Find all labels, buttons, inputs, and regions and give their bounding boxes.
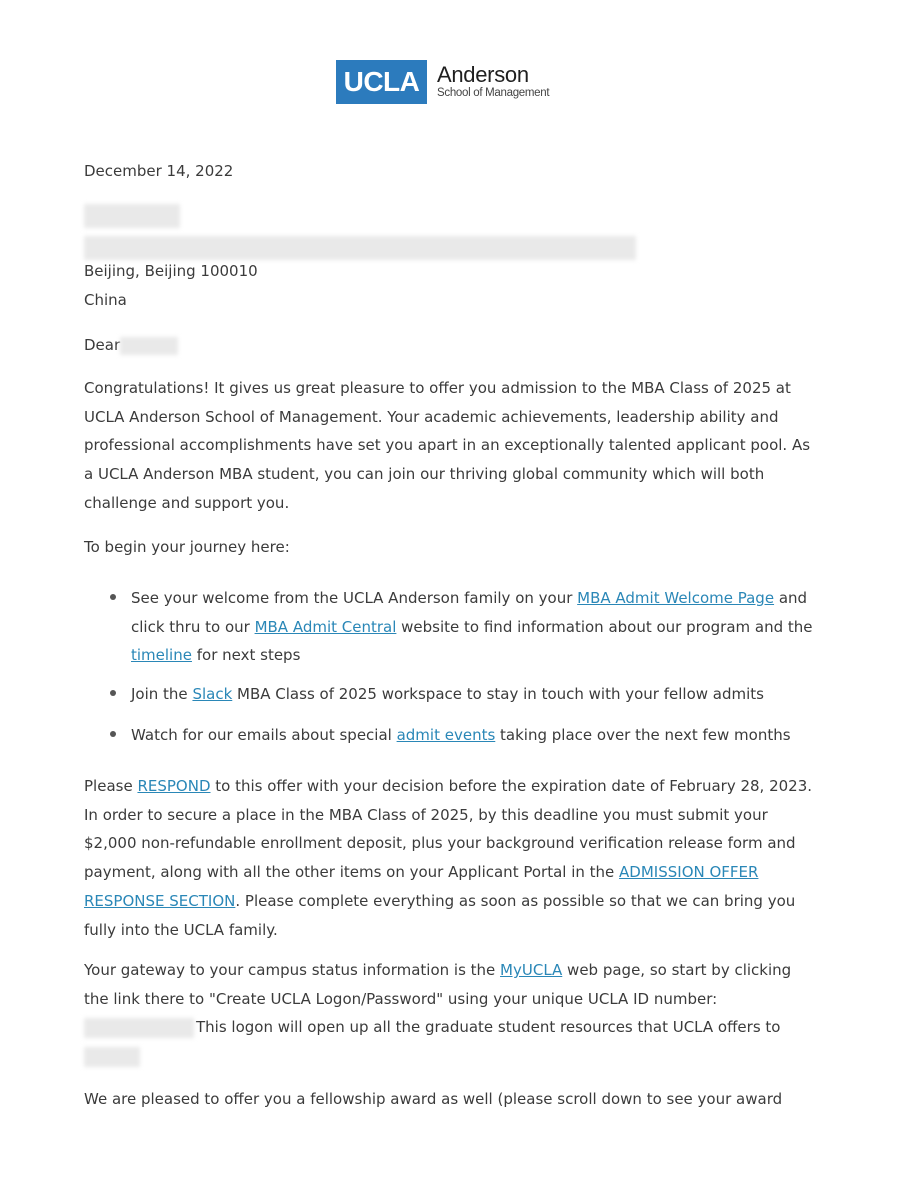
bullet2-text2: MBA Class of 2025 workspace to stay in touch with your fellow admits bbox=[232, 685, 764, 704]
ucla-logo-mark: UCLA bbox=[336, 60, 427, 104]
gateway-text3: This logon will open up all the graduate student resources that UCLA offers to bbox=[196, 1018, 781, 1037]
address-city: Beijing, Beijing 100010 bbox=[84, 262, 258, 280]
respond-link[interactable]: RESPOND bbox=[137, 777, 211, 795]
admit-events-link[interactable]: admit events bbox=[396, 725, 496, 744]
ucla-anderson-logo bbox=[336, 60, 549, 104]
gateway-text1: Your gateway to your campus status information is the bbox=[84, 961, 501, 979]
bullet2-text1: Join the bbox=[131, 685, 193, 704]
bullet1-text1: See your welcome from the UCLA Anderson family on your bbox=[131, 589, 578, 607]
logo-wordmark bbox=[437, 60, 549, 104]
respond-text1: Please bbox=[84, 777, 138, 795]
list-item bbox=[84, 721, 824, 750]
slack-link[interactable]: Slack bbox=[192, 685, 233, 704]
logo-school: School of Management bbox=[437, 87, 550, 99]
redacted-name bbox=[120, 337, 178, 355]
bullet-dot bbox=[110, 690, 116, 696]
fellowship-paragraph: We are pleased to offer you a fellowship award as well (please scroll down to see your award bbox=[84, 1090, 783, 1108]
address-country: China bbox=[84, 291, 127, 309]
gateway-text2: web page, so start by clicking the link there to "Create UCLA Logon/Password" using your unique UCLA ID number: bbox=[84, 961, 792, 1008]
salutation bbox=[84, 336, 178, 355]
logo-anderson: Anderson bbox=[437, 62, 529, 87]
redacted-recipient-name bbox=[84, 204, 180, 228]
salutation-text: Dear bbox=[84, 336, 121, 354]
mba-admit-central-link[interactable]: MBA Admit Central bbox=[254, 617, 397, 636]
bullet-dot bbox=[110, 731, 116, 737]
letter-date: December 14, 2022 bbox=[84, 162, 234, 180]
respond-text3: . Please complete everything as soon as possible so that we can bring you fully into the UCLA family. bbox=[84, 891, 796, 939]
bullet1-text4: for next steps bbox=[191, 646, 301, 665]
redacted-name bbox=[84, 1047, 140, 1067]
journey-heading: To begin your journey here: bbox=[84, 538, 290, 556]
next-steps-list bbox=[84, 584, 824, 750]
bullet1-text3: website to find information about our program and the bbox=[396, 617, 813, 636]
redacted-street-address bbox=[84, 236, 636, 260]
respond-paragraph bbox=[84, 772, 819, 944]
bullet3-text1: Watch for our emails about special bbox=[131, 725, 397, 744]
list-item bbox=[84, 680, 824, 709]
bullet-dot bbox=[110, 594, 116, 600]
admission-offer-response-link[interactable]: ADMISSION OFFER RESPONSE SECTION bbox=[84, 863, 759, 910]
respond-text2: to this offer with your decision before the expiration date of February 28, 2023. In order to secure a place in the MBA Class of 2025, by this deadline you must submit your $2,000 non-refundable enrollment deposit, plus your background verification release form and payment, along with all the other items on your Applicant Portal in the bbox=[84, 777, 813, 882]
bullet1-text2: and click thru to our bbox=[131, 589, 808, 636]
mba-admit-welcome-page-link[interactable]: MBA Admit Welcome Page bbox=[577, 589, 775, 607]
bullet3-text2: taking place over the next few months bbox=[495, 725, 791, 744]
timeline-link[interactable]: timeline bbox=[131, 646, 192, 665]
redacted-ucla-id bbox=[84, 1018, 194, 1038]
gateway-paragraph bbox=[84, 956, 819, 1071]
list-item bbox=[84, 584, 824, 670]
intro-paragraph: Congratulations! It gives us great pleasure to offer you admission to the MBA Class of 2025 at UCLA Anderson School of Management. Your academic achievements, leadership ability and professional accomplishments have set you apart in an exceptionally talented applicant pool. As a UCLA Anderson MBA student, you can join our thriving global community which will both challenge and support you. bbox=[84, 379, 811, 512]
myucla-link[interactable]: MyUCLA bbox=[500, 961, 563, 979]
